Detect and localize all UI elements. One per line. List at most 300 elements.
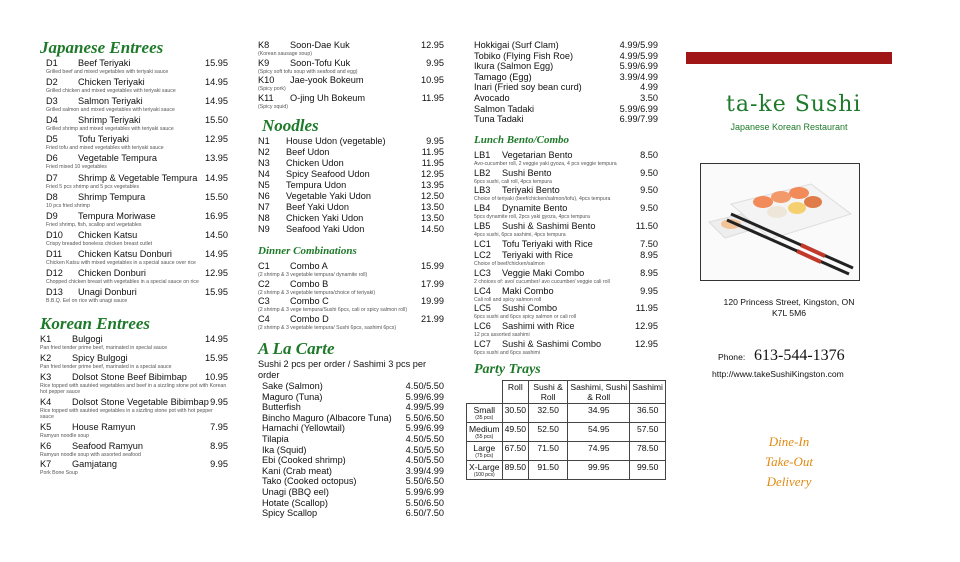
item-price: 8.95 <box>210 440 228 451</box>
item-price: 9.95 <box>640 285 658 296</box>
item-code: N5 <box>258 180 270 190</box>
item-name: Vegetable Tempura <box>78 153 158 164</box>
tray-size: Large <box>473 442 496 453</box>
item-description: Pork Bone Soup <box>40 470 78 477</box>
menu-item <box>474 321 658 332</box>
menu-item <box>262 498 444 509</box>
tray-price: 71.50 <box>529 441 568 460</box>
korean-entrees-cont-list <box>258 40 444 110</box>
item-price: 4.99/5.99 <box>619 50 658 61</box>
item-name: Soon-Tofu Kuk <box>290 57 351 68</box>
item-price: 9.95 <box>210 396 228 407</box>
tray-size-cell <box>467 403 503 422</box>
item-price: 4.50/5.50 <box>405 455 444 466</box>
tray-size: Medium <box>469 423 500 434</box>
item-name: Soon-Dae Kuk <box>290 40 350 50</box>
item-code: N9 <box>258 224 270 234</box>
item-code: N6 <box>258 191 270 201</box>
menu-item <box>46 134 228 145</box>
item-description: Avo-cucumber roll, 2 veggie yaki gyoza, 4 pcs veggie tempura <box>474 160 617 167</box>
item-code: LB3 <box>474 185 491 196</box>
item-name: Avocado <box>474 92 510 103</box>
item-name: Vegetarian Bento <box>502 149 573 160</box>
item-name: Teriyaki with Rice <box>502 250 573 261</box>
item-code: D4 <box>46 115 58 126</box>
item-name: Spicy Scallop <box>262 508 318 519</box>
menu-item <box>262 413 444 424</box>
item-price: 12.95 <box>205 134 228 145</box>
item-name: Hotate (Scallop) <box>262 497 328 508</box>
item-description: (2 shrimp & 3 vegetable tempura/choice of teriyaki) <box>258 289 376 296</box>
item-name: Shrimp & Vegetable Tempura <box>78 172 198 183</box>
item-code: LC1 <box>474 238 491 249</box>
item-code: D5 <box>46 134 58 145</box>
menu-item <box>258 180 444 191</box>
item-price: 14.50 <box>421 224 444 234</box>
tray-pieces: (35 pcs) <box>475 414 494 421</box>
item-code: LC6 <box>474 321 491 332</box>
item-description: 6pcs sushi and 6pcs sashimi <box>474 350 541 357</box>
item-name: Spicy Seafood Udon <box>286 169 370 179</box>
menu-item <box>474 185 658 196</box>
item-code: K5 <box>40 421 52 432</box>
item-description: 2 choices of: avo/ cucumber/ avo cucumber/ veggie cali roll <box>474 278 610 285</box>
item-name: Bincho Maguro (Albacore Tuna) <box>262 412 392 423</box>
item-name: Seafood Ramyun <box>72 440 143 451</box>
menu-item <box>474 61 658 72</box>
menu-item <box>262 381 444 392</box>
menu-item <box>262 455 444 466</box>
item-code: C1 <box>258 261 270 271</box>
table-header-cell: Sashimi, Sushi & Roll <box>568 380 630 403</box>
item-code: C2 <box>258 278 270 289</box>
menu-item <box>46 153 228 164</box>
menu-item <box>258 136 444 147</box>
item-description: 6pcs sushi, cali roll, 4pcs tempura <box>474 178 552 185</box>
item-description: 12 pcs assorted sashimi <box>474 332 530 339</box>
menu-item <box>474 51 658 62</box>
item-name: Chicken Teriyaki <box>78 77 145 88</box>
item-price: 11.95 <box>421 158 444 168</box>
item-name: Unagi (BBQ eel) <box>262 486 329 497</box>
noodles-heading: Noodles <box>262 116 319 135</box>
menu-item <box>40 459 228 470</box>
item-code: LC3 <box>474 267 491 278</box>
menu-item <box>258 279 444 290</box>
menu-item <box>262 423 444 434</box>
item-name: Dolsot Stone Vegetable Bibimbap <box>72 396 209 407</box>
item-name: Ebi (Cooked shrimp) <box>262 455 346 466</box>
item-name: Tuna Tadaki <box>474 114 524 125</box>
tray-pieces: (100 pcs) <box>473 471 495 478</box>
item-price: 9.95 <box>210 459 228 470</box>
tray-price: 57.50 <box>630 422 666 441</box>
item-price: 7.95 <box>210 421 228 432</box>
menu-item <box>474 104 658 115</box>
item-price: 11.95 <box>421 92 444 103</box>
menu-item <box>262 392 444 403</box>
item-price: 10.95 <box>205 371 228 382</box>
item-code: K11 <box>258 92 274 103</box>
menu-item <box>46 77 228 88</box>
item-code: D12 <box>46 268 63 279</box>
item-price: 14.95 <box>205 334 228 345</box>
item-code: LC5 <box>474 303 491 314</box>
japanese-entrees-heading: Japanese Entrees <box>40 38 164 57</box>
item-name: O-jing Uh Bokeum <box>290 92 366 103</box>
item-price: 12.95 <box>205 268 228 279</box>
item-name: Inari (Fried soy bean curd) <box>474 82 582 93</box>
party-trays-table <box>466 380 666 480</box>
menu-item <box>474 268 658 279</box>
item-name: Chicken Donburi <box>78 268 146 279</box>
tray-price: 34.95 <box>568 403 630 422</box>
item-code: LC7 <box>474 339 491 350</box>
item-code: D13 <box>46 287 63 298</box>
menu-item <box>258 296 444 307</box>
tray-size-cell <box>467 460 503 479</box>
item-name: Kani (Crab meat) <box>262 465 332 476</box>
menu-item <box>46 96 228 107</box>
table-header-cell <box>467 380 503 403</box>
menu-item <box>258 158 444 169</box>
item-name: Sashimi with Rice <box>502 321 575 332</box>
a-la-carte-cont-list <box>474 40 658 125</box>
item-name: Sushi Bento <box>502 167 552 178</box>
a-la-carte-list <box>262 381 444 519</box>
item-price: 4.50/5.50 <box>405 433 444 444</box>
item-description: (2 shrimp & 3 vegetable tempura/ Sushi 6pcs, sashimi 6pcs) <box>258 324 397 331</box>
menu-item <box>46 230 228 241</box>
item-price: 5.99/6.99 <box>405 423 444 434</box>
item-description: B.B.Q. Eel on rice with unagi sauce <box>46 298 128 305</box>
item-name: Combo C <box>290 296 329 306</box>
item-code: LC2 <box>474 250 491 261</box>
item-name: Teriyaki Bento <box>502 185 560 196</box>
menu-item <box>258 213 444 224</box>
item-price: 12.95 <box>635 339 658 350</box>
item-name: Chicken Katsu Donburi <box>78 248 172 259</box>
dinner-combinations-list <box>258 261 444 331</box>
service-take-out: Take-Out <box>765 454 813 469</box>
item-name: Beef Yaki Udon <box>286 202 349 212</box>
item-name: Hokkigai (Surf Clam) <box>474 40 559 50</box>
item-description: Ramyun noodle soup <box>40 432 90 439</box>
item-price: 15.95 <box>205 287 228 298</box>
item-code: N2 <box>258 147 270 157</box>
item-name: Butterfish <box>262 402 301 413</box>
item-code: N3 <box>258 158 270 168</box>
item-code: D7 <box>46 172 58 183</box>
menu-item <box>258 202 444 213</box>
item-name: Sushi & Sashimi Combo <box>502 339 602 350</box>
item-name: Combo D <box>290 313 329 324</box>
item-name: Sushi & Sashimi Bento <box>502 220 596 231</box>
item-code: LB5 <box>474 220 491 231</box>
item-price: 7.50 <box>640 238 658 249</box>
item-code: D11 <box>46 248 63 259</box>
tray-price: 52.50 <box>529 422 568 441</box>
item-price: 12.95 <box>421 169 444 179</box>
column-1 <box>40 0 228 478</box>
menu-item <box>474 150 658 161</box>
a-la-carte-heading: A La Carte <box>258 339 335 358</box>
menu-item <box>46 173 228 184</box>
item-code: K2 <box>40 352 52 363</box>
item-name: Seafood Yaki Udon <box>286 224 365 234</box>
menu-item <box>258 224 444 235</box>
menu-item <box>262 508 444 519</box>
item-price: 8.95 <box>640 250 658 261</box>
item-description: (Spicy pork) <box>258 86 286 92</box>
menu-item <box>474 339 658 350</box>
item-name: Maki Combo <box>502 285 554 296</box>
item-price: 19.99 <box>421 296 444 306</box>
item-name: Ikura (Salmon Egg) <box>474 61 554 72</box>
tray-size: X-Large <box>469 461 500 472</box>
table-header-cell: Sushi & Roll <box>529 380 568 403</box>
item-code: K8 <box>258 40 270 50</box>
menu-item <box>46 287 228 298</box>
dinner-combinations-heading: Dinner Combinations <box>258 245 357 257</box>
address-line-1: 120 Princess Street, Kingston, ON <box>723 297 855 307</box>
item-price: 9.50 <box>640 167 658 178</box>
item-price: 16.95 <box>205 210 228 221</box>
item-price: 6.99/7.99 <box>619 114 658 125</box>
tray-price: 91.50 <box>529 460 568 479</box>
item-name: Shrimp Tempura <box>78 191 146 202</box>
item-price: 5.99/6.99 <box>405 391 444 402</box>
menu-item <box>262 445 444 456</box>
menu-item <box>474 250 658 261</box>
item-name: Salmon Tadaki <box>474 103 535 114</box>
a-la-carte-subtitle: Sushi 2 pcs per order / Sashimi 3 pcs per order <box>258 359 427 380</box>
menu-item <box>46 58 228 69</box>
item-name: Chicken Udon <box>286 158 344 168</box>
item-description: 4pcs sushi, 6pcs sashimi, 4pcs tempura <box>474 231 566 238</box>
item-price: 10.95 <box>421 75 444 85</box>
item-price: 12.95 <box>421 40 444 50</box>
item-name: Beef Udon <box>286 147 330 157</box>
item-description: 5pcs dynamite roll, 2pcs yaki gyoza, 4pcs tempura <box>474 214 590 221</box>
phone-number[interactable]: 613-544-1376 <box>754 347 845 364</box>
restaurant-tagline: Japanese Korean Restaurant <box>730 122 848 132</box>
item-name: Tempura Udon <box>286 180 347 190</box>
item-code: D8 <box>46 191 58 202</box>
item-code: D3 <box>46 96 58 107</box>
menu-item <box>46 192 228 203</box>
item-code: C3 <box>258 296 270 306</box>
phone-label: Phone: <box>718 352 746 362</box>
party-trays-heading: Party Trays <box>474 361 541 377</box>
item-description: (2 shrimp & 3 vege tempura/Sushi 6pcs, cali or spicy salmon roll) <box>258 307 408 313</box>
menu-item <box>474 72 658 83</box>
item-description: (Korean sausage soup) <box>258 51 312 57</box>
korean-entrees-heading: Korean Entrees <box>40 314 151 334</box>
item-code: D6 <box>46 153 58 164</box>
item-description: Cali roll and spicy salmon roll <box>474 296 542 303</box>
item-description: 10 pcs fried shrimp <box>46 202 90 209</box>
item-code: K1 <box>40 334 52 345</box>
item-price: 14.95 <box>205 172 228 183</box>
item-description: Choice of beef/chicken/salmon <box>474 261 545 268</box>
item-price: 3.99/4.99 <box>619 71 658 82</box>
item-code: D9 <box>46 210 58 221</box>
item-description: Grilled chicken and mixed vegetables with teriyaki sauce <box>46 88 176 95</box>
item-description: Fried tofu and mixed vegetables with teriyaki sauce <box>46 145 164 152</box>
tray-price: 30.50 <box>502 403 529 422</box>
item-price: 5.50/6.50 <box>405 412 444 423</box>
item-price: 11.95 <box>421 147 444 157</box>
item-price: 4.99/5.99 <box>405 402 444 413</box>
item-name: Sushi Combo <box>502 303 558 314</box>
item-price: 14.95 <box>205 248 228 259</box>
item-price: 21.99 <box>421 313 444 324</box>
table-row <box>467 460 666 479</box>
item-code: K6 <box>40 440 52 451</box>
menu-item <box>474 82 658 93</box>
item-price: 13.50 <box>421 213 444 223</box>
item-name: Veggie Maki Combo <box>502 267 585 278</box>
menu-item <box>474 286 658 297</box>
item-code: D2 <box>46 77 58 88</box>
item-name: Dolsot Stone Beef Bibimbap <box>72 371 187 382</box>
item-price: 4.50/5.50 <box>405 444 444 455</box>
item-price: 5.99/6.99 <box>619 61 658 72</box>
item-price: 5.50/6.50 <box>405 497 444 508</box>
tray-price: 74.95 <box>568 441 630 460</box>
item-name: Salmon Teriyaki <box>78 96 143 107</box>
item-price: 13.95 <box>205 153 228 164</box>
menu-item <box>262 466 444 477</box>
item-name: House Ramyun <box>72 421 136 432</box>
item-code: K3 <box>40 371 52 382</box>
service-dine-in: Dine-In <box>768 434 810 449</box>
lunch-bento-list <box>474 150 658 357</box>
menu-item <box>258 58 444 69</box>
item-description: Chopped chicken breast with vegetables in a special sauce on rice <box>46 279 199 286</box>
item-code: LC4 <box>474 285 491 296</box>
column-2 <box>258 0 444 519</box>
item-price: 9.95 <box>426 57 444 68</box>
menu-item <box>46 211 228 222</box>
menu-item <box>262 476 444 487</box>
item-price: 15.95 <box>205 58 228 68</box>
menu-item <box>258 191 444 202</box>
item-name: Jae-yook Bokeum <box>290 75 364 85</box>
item-name: House Udon (vegetable) <box>286 136 386 146</box>
item-description: Ramyun noodle soup with assorted seafood <box>40 451 141 458</box>
item-price: 15.50 <box>205 191 228 202</box>
item-name: Tobiko (Flying Fish Roe) <box>474 50 574 61</box>
item-price: 11.50 <box>635 220 658 231</box>
item-name: Chicken Katsu <box>78 229 138 240</box>
website-link[interactable]: http://www.takeSushiKingston.com <box>712 369 844 379</box>
menu-item <box>474 40 658 51</box>
tray-price: 89.50 <box>502 460 529 479</box>
tray-pieces: (55 pcs) <box>475 433 494 440</box>
menu-item <box>258 169 444 180</box>
table-row <box>467 403 666 422</box>
menu-item <box>474 303 658 314</box>
item-code: K9 <box>258 57 270 68</box>
tray-price: 99.95 <box>568 460 630 479</box>
item-code: D1 <box>46 58 58 68</box>
tray-price: 99.50 <box>630 460 666 479</box>
service-delivery: Delivery <box>766 474 812 489</box>
menu-item <box>258 93 444 104</box>
menu-item <box>40 422 228 433</box>
item-price: 14.50 <box>205 229 228 240</box>
item-price: 14.95 <box>205 77 228 88</box>
noodles-list <box>258 136 444 235</box>
item-description: Grilled beef and mixed vegetables with teriyaki sauce <box>46 69 169 75</box>
item-name: Dynamite Bento <box>502 203 568 214</box>
tray-price: 54.95 <box>568 422 630 441</box>
item-code: K7 <box>40 459 52 470</box>
item-name: Tako (Cooked octopus) <box>262 476 357 487</box>
item-price: 4.99/5.99 <box>619 40 658 50</box>
item-price: 15.99 <box>421 261 444 271</box>
tray-price: 49.50 <box>502 422 529 441</box>
item-name: Tofu Teriyaki with Rice <box>502 238 593 249</box>
lunch-bento-heading: Lunch Bento/Combo <box>474 133 570 146</box>
item-description: Pan fried tender prime beef, marinated in special sauce <box>40 345 168 352</box>
item-price: 12.50 <box>421 191 444 201</box>
tray-price: 67.50 <box>502 441 529 460</box>
table-row <box>467 422 666 441</box>
menu-item <box>258 40 444 51</box>
item-name: Vegetable Yaki Udon <box>286 191 371 201</box>
item-description: Crispy breaded boneless chicken breast cutlet <box>46 240 153 247</box>
menu-item <box>40 334 228 345</box>
item-code: N4 <box>258 169 270 179</box>
item-name: Maguro (Tuna) <box>262 391 323 402</box>
item-price: 9.50 <box>640 203 658 214</box>
item-description: Choice of teriyaki (beef/chicken/salmon/tofu), 4pcs tempura <box>474 196 611 203</box>
sushi-photo <box>700 163 860 281</box>
item-price: 15.50 <box>205 115 228 126</box>
tray-price: 36.50 <box>630 403 666 422</box>
item-code: LB2 <box>474 167 491 178</box>
item-price: 12.95 <box>635 321 658 332</box>
item-code: K4 <box>40 396 52 407</box>
item-name: Sake (Salmon) <box>262 381 323 391</box>
tray-size: Small <box>473 404 496 415</box>
tray-price: 78.50 <box>630 441 666 460</box>
header-bar <box>686 52 892 64</box>
item-price: 6.50/7.50 <box>405 508 444 519</box>
item-description: Fried mixed 10 vegetables <box>46 164 107 171</box>
item-name: Shrimp Teriyaki <box>78 115 141 126</box>
item-price: 13.95 <box>421 180 444 190</box>
item-description: Rice topped with sautéed vegetables in a sizzling stone pot with hot pepper sauce <box>40 407 213 421</box>
item-description: Grilled shrimp and mixed vegetables with teriyaki sauce <box>46 126 174 133</box>
menu-item <box>474 221 658 232</box>
column-3 <box>469 0 663 480</box>
menu-item <box>262 402 444 413</box>
item-price: 3.50 <box>640 92 658 103</box>
item-price: 5.99/6.99 <box>405 486 444 497</box>
menu-item <box>474 93 658 104</box>
item-description: Chicken Katsu with mixed vegetables in a special sauce over rice <box>46 259 196 266</box>
menu-item <box>46 249 228 260</box>
item-price: 13.50 <box>421 202 444 212</box>
item-price: 9.50 <box>640 185 658 196</box>
item-price: 4.50/5.50 <box>405 381 444 391</box>
menu-item <box>262 434 444 445</box>
item-price: 5.99/6.99 <box>619 103 658 114</box>
